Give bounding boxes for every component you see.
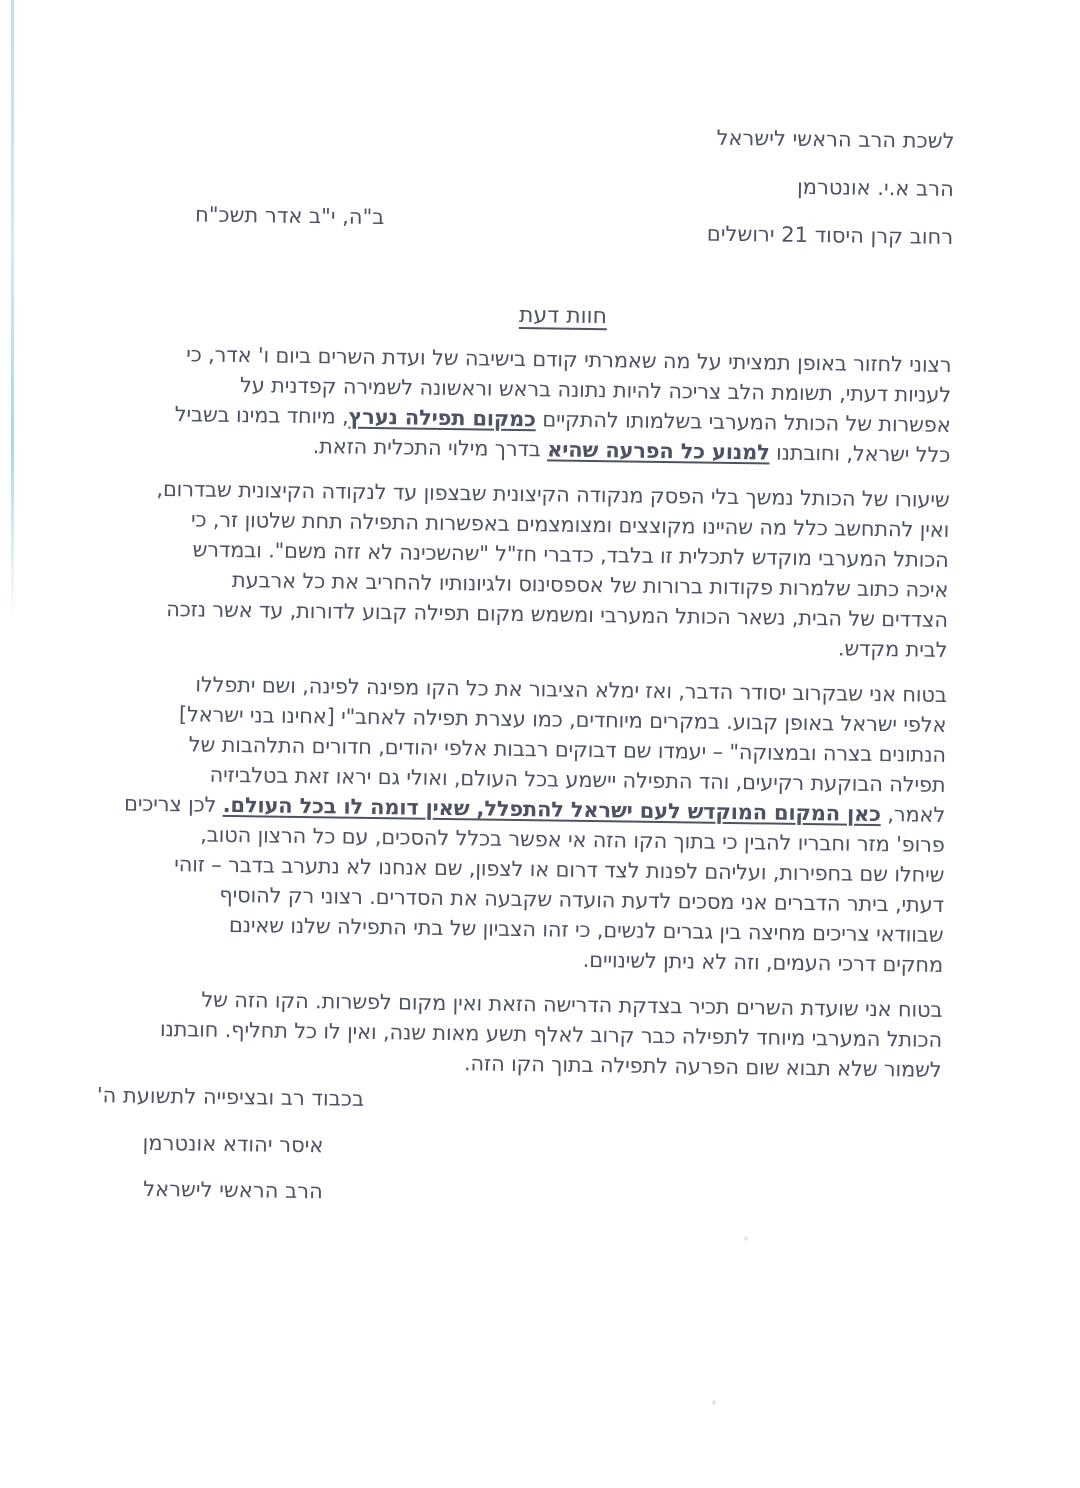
body-text: בטוח אני שועדת השרים תכיר בצדקת הדרישה הזאת ואין מקום לפשרות. הקו הזה של [201,987,943,1022]
body-text: לכן צריכים [123,791,223,817]
body-text: הכותל המערבי מיוחד לתפילה כבר קרוב לאלף תשע מאות שנה, ואין לו כל תחליף. חובתנו [159,1017,943,1052]
scan-speck [744,1236,748,1241]
letterhead-office: לשכת הרב הראשי לישראל [716,125,955,154]
body-text: שבוודאי צריכים מחיצה בין גברים לנשים, כי זהו הצביון של בתי התפילה שלנו שאינם [228,912,944,947]
date-line: ב"ה, י"ב אדר תשכ"ח [194,202,385,230]
emphasized-text: כאן המקום המוקדש לעם ישראל להתפלל, שאין דומה לו בכל העולם. [222,792,882,827]
body-text: פרופ' מזר וחבריו להבין כי בתוך הקו הזה אי אפשר בכלל להסכים, עם כל הרצון הטוב, [200,822,945,857]
body-text: לאמר, [880,802,946,827]
body-text: שיחלו שם בחפירות, ועליהם לפנות לצד דרום או לצפון, שם אנחנו לא נתערב בדבר – זוהי [174,852,945,887]
scan-speck [712,1400,716,1405]
body-text: הנתונים בצרה ובמצוקה" – יעמדו שם דבוקים רבבות אלפי יהודים, חדורים התלהבות של [188,732,947,767]
body-text: דעתי, ביתר הדברים אני מסכים לדעת הועדה שקבעה את הסדרים. רצוני רק להוסיף [219,882,944,917]
body-text: תפילה הבוקעת רקיעים, והד התפילה יישמע בכל העולם, ואולי גם יראו זאת בטלביזיה [209,762,946,797]
letterhead-address: רחוב קרן היסוד 21 ירושלים [706,221,954,250]
body-text: לבית מקדש. [837,636,948,662]
letterhead [706,124,954,271]
signature-title: הרב הראשי לישראל [143,1176,323,1204]
letter-body [117,339,951,1100]
body-text: הכותל המערבי מוקדש לתכלית זו בלבד, כדברי חז"ל "שהשכינה לא זזה משם". ובמדרש [192,537,949,573]
body-text: הצדדים של הבית, נשאר הכותל המערבי ומשמש מקום תפילה קבוע לדורות, עד אשר נזכה [166,597,948,632]
body-text: לעניות דעתי, תשומת הלב צריכה להיות נתונה בראש וראשונה לשמירה קפדנית על [239,373,952,408]
body-text: לשמור שלא תבוא שום הפרעה לתפילה בתוך הקו הזה. [463,1051,942,1082]
paragraph [119,668,947,979]
body-text: בדרך מילוי התכלית הזאת. [312,434,548,462]
body-text: אלפי ישראל באופן קבוע. במקרים מיוחדים, כמו עצרת תפילה לאחב"י [אחינו בני ישראל] [178,702,947,737]
body-text: כלל ישראל, וחובתנו [769,440,951,468]
paragraph [126,339,952,470]
emphasized-text: כמקום תפילה נערץ [348,404,537,432]
body-text: בטוח אני שבקרוב יסודר הדבר, ואז ימלא הציבור את כל הקו מפינה לפינה, ושם יתפללו [195,672,947,707]
letterhead-rabbi-name: הרב א.י. אונטרמן [796,174,954,202]
signature-name: איסר יהודא אונטרמן [142,1130,324,1158]
emphasized-text: למנוע כל הפרעה שהיא [547,437,770,465]
body-text: , מיוחד במינו בשביל [174,402,349,429]
closing-salutation: בכבוד רב ובציפייה לתשועת ה' [96,1083,365,1111]
paragraph [123,474,949,665]
body-text: ואין להתחשב כלל מה שהיינו מקוצצים ומצומצמים באפשרות התפילה תחת שלטון זר, כי [190,507,950,543]
body-text: מחקים דרכי העמים, וזה לא ניתן לשינויים. [582,947,944,977]
paragraph [117,983,942,1084]
body-text: איכה כתוב שלמרות פקודות ברורות של אספסינוס ולגיונותיו להחריב את כל ארבעת [231,568,949,603]
body-text: שיעורו של הכותל נמשך בלי הפסק מנקודה הקיצונית שבצפון עד לנקודה הקיצונית שבדרום, [156,476,950,513]
letter-title: חוות דעת [518,302,608,330]
body-text: אפשרות של הכותל המערבי בשלמותו להתקיים [535,407,951,438]
body-text: רצוני לחזור באופן תמציתי על מה שאמרתי קודם בישיבה של ועדת השרים ביום ו' אדר, כי [186,342,952,378]
